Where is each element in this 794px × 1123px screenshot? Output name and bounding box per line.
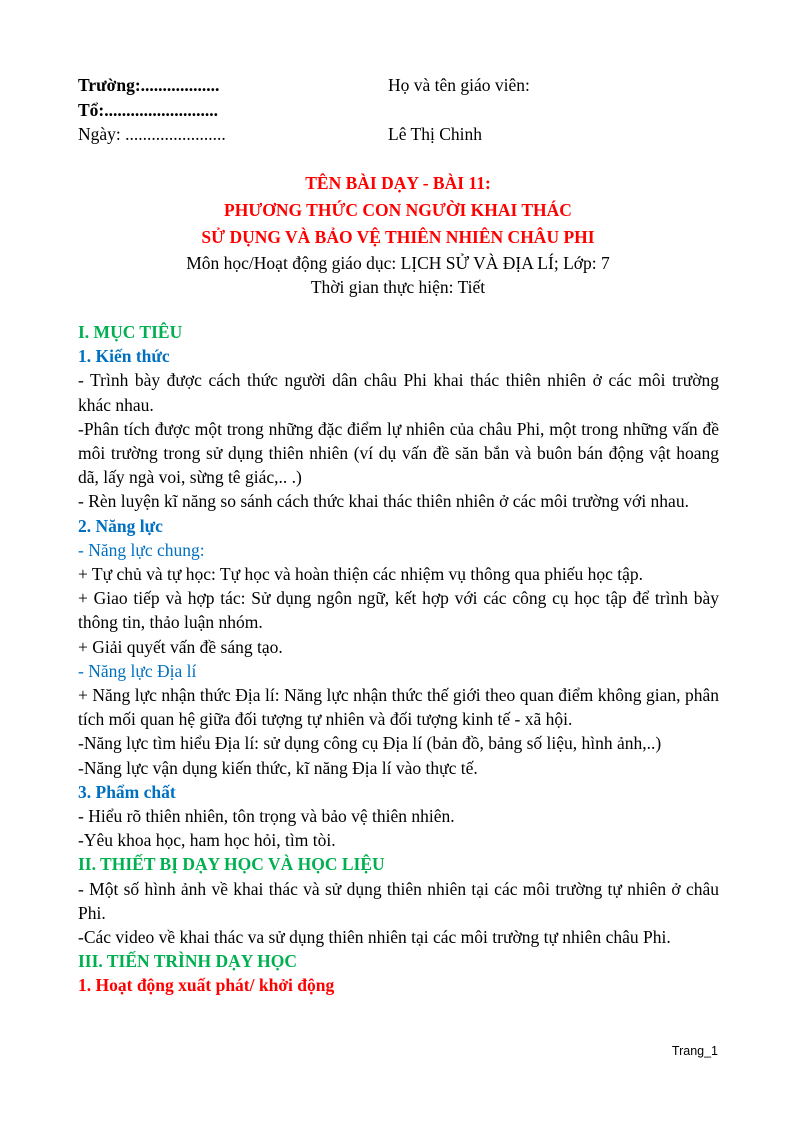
quality-heading: 3. Phẩm chất — [78, 781, 176, 802]
competence-heading: 2. Năng lực — [78, 515, 163, 536]
geography-competence-item-2: -Năng lực tìm hiểu Địa lí: sử dụng công cụ Địa lí (bản đồ, bảng số liệu, hình ảnh,..) — [78, 733, 662, 754]
lesson-title-line-2: PHƯƠNG THỨC CON NGƯỜI KHAI THÁC — [224, 200, 572, 220]
school-label: Trường:.................. — [78, 75, 220, 95]
geography-competence-heading: - Năng lực Địa lí — [78, 660, 197, 681]
header-row-1 — [78, 75, 718, 99]
section-equipment-heading: II. THIẾT BỊ DẠY HỌC VÀ HỌC LIỆU — [78, 854, 385, 875]
general-competence-item-2: + Giao tiếp và hợp tác: Sử dụng ngôn ngữ, kết hợp với các công cụ học tập để trình bày thông tin, thảo luận nhóm. — [78, 588, 719, 633]
header-row-3 — [78, 124, 718, 148]
general-competence-item-3: + Giải quyết vấn đề sáng tạo. — [78, 636, 283, 657]
knowledge-heading: 1. Kiến thức — [78, 346, 170, 367]
header-row-2 — [78, 100, 718, 124]
quality-item-1: - Hiểu rõ thiên nhiên, tôn trọng và bảo vệ thiên nhiên. — [78, 806, 455, 827]
team-label: Tổ:.......................... — [78, 100, 218, 120]
page-number: Trang_1 — [671, 1044, 718, 1058]
activity-1-heading: 1. Hoạt động xuất phát/ khởi động — [78, 975, 335, 996]
general-competence-item-1: + Tự chủ và tự học: Tự học và hoàn thiện các nhiệm vụ thông qua phiếu học tập. — [78, 564, 643, 585]
section-process-heading: III. TIẾN TRÌNH DẠY HỌC — [78, 951, 297, 972]
teacher-label: Họ và tên giáo viên: — [388, 75, 530, 95]
section-objectives-heading: I. MỤC TIÊU — [78, 322, 183, 342]
quality-item-2: -Yêu khoa học, ham học hỏi, tìm tòi. — [78, 830, 336, 851]
lesson-title-line-3: SỬ DỤNG VÀ BẢO VỆ THIÊN NHIÊN CHÂU PHI — [201, 227, 595, 247]
knowledge-paragraph-1: - Trình bày được cách thức người dân châu Phi khai thác thiên nhiên ở các môi trường khác nhau. — [78, 370, 719, 415]
equipment-item-1: - Một số hình ảnh về khai thác và sử dụng thiên nhiên tại các môi trường tự nhiên ở châu Phi. — [78, 878, 719, 923]
lesson-title-block — [78, 170, 718, 299]
lesson-body — [78, 320, 719, 998]
date-label: Ngày: ....................... — [78, 124, 226, 144]
time-line: Thời gian thực hiện: Tiết — [310, 277, 486, 297]
geography-competence-item-1: + Năng lực nhận thức Địa lí: Năng lực nhận thức thế giới theo quan điểm không gian, phân tích mối quan hệ giữa đối tượng tự nhiên và đối tượng kinh tế - xã hội. — [78, 685, 719, 730]
geography-competence-item-3: -Năng lực vận dụng kiến thức, kĩ năng Địa lí vào thực tế. — [78, 757, 478, 778]
knowledge-paragraph-2: -Phân tích được một trong những đặc điểm lự nhiên của châu Phi, một trong những vấn đề môi trường trong sử dụng thiên nhiên (ví dụ vấn đề săn bắn và buôn bán động vật hoang dã, lấy ngà voi, sừng tê giác,.. .) — [78, 418, 719, 488]
teacher-name: Lê Thị Chinh — [388, 124, 482, 144]
knowledge-paragraph-3: - Rèn luyện kĩ năng so sánh cách thức khai thác thiên nhiên ở các môi trường với nhau. — [78, 491, 689, 512]
lesson-title-line-1: TÊN BÀI DẠY - BÀI 11: — [305, 173, 491, 193]
general-competence-heading: - Năng lực chung: — [78, 539, 205, 560]
equipment-item-2: -Các video về khai thác va sử dụng thiên nhiên tại các môi trường tự nhiên châu Phi. — [78, 927, 671, 948]
subject-line: Môn học/Hoạt động giáo dục: LỊCH SỬ VÀ ĐỊA LÍ; Lớp: 7 — [186, 253, 610, 273]
